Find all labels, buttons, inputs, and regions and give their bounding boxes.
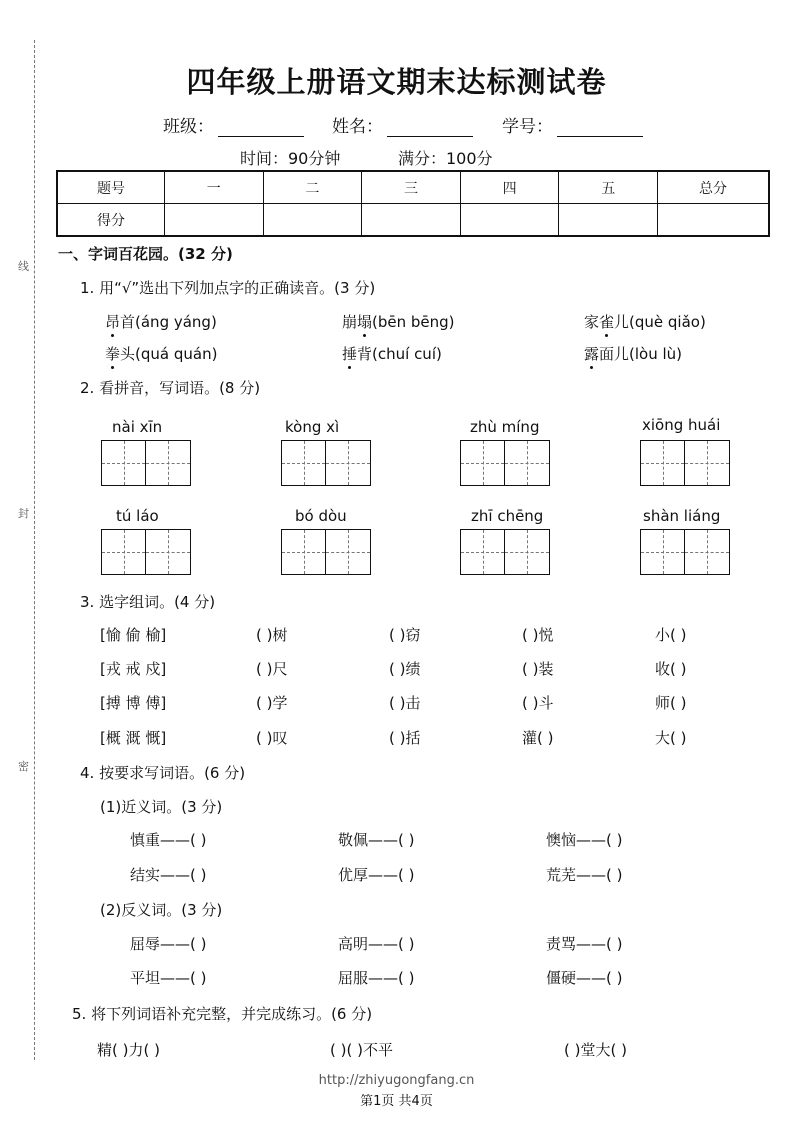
writing-grid[interactable]	[281, 440, 371, 486]
score-header-row	[57, 171, 769, 204]
pronunciation-item: 拳头(quá quán)	[105, 345, 218, 363]
word-blank[interactable]: 师( )	[655, 694, 687, 712]
pinyin-label: zhù míng	[470, 418, 540, 436]
antonym-item[interactable]: 屈服——( )	[338, 969, 415, 987]
word-blank[interactable]: ( )击	[389, 694, 421, 712]
table-cell: 五	[559, 171, 658, 204]
side-label-xian: 线	[18, 260, 29, 273]
question-3: 3. 选字组词。(4 分)	[80, 593, 216, 611]
synonym-item[interactable]: 懊恼——( )	[546, 831, 623, 849]
pronunciation-item: 家雀儿(què qiǎo)	[584, 313, 706, 331]
idiom-blank[interactable]: ( )( )不平	[330, 1041, 393, 1059]
antonym-item[interactable]: 平坦——( )	[130, 969, 207, 987]
word-blank[interactable]: 灌( )	[522, 729, 554, 747]
pinyin-label: tú láo	[116, 507, 159, 525]
char-choice: [愉 偷 榆]	[100, 626, 167, 644]
score-table	[56, 170, 770, 237]
name-field: 姓名：	[332, 112, 473, 137]
word-blank[interactable]: 大( )	[655, 729, 687, 747]
table-cell: 题号	[57, 171, 165, 204]
class-field: 班级：	[163, 112, 304, 137]
writing-grid[interactable]	[460, 529, 550, 575]
student-id-field: 学号：	[502, 112, 643, 137]
synonym-item[interactable]: 荒芜——( )	[546, 866, 623, 884]
table-cell: 总分	[658, 171, 770, 204]
table-cell: 一	[165, 171, 264, 204]
pinyin-label: kòng xì	[285, 418, 340, 436]
synonym-item[interactable]: 结实——( )	[130, 866, 207, 884]
side-label-feng: 封	[18, 507, 29, 520]
antonym-item[interactable]: 责骂——( )	[546, 935, 623, 953]
question-5: 5. 将下列词语补充完整，并完成练习。(6 分)	[72, 1005, 373, 1023]
word-blank[interactable]: ( )斗	[522, 694, 554, 712]
char-choice: [搏 博 傅]	[100, 694, 167, 712]
antonym-item[interactable]: 屈辱——( )	[130, 935, 207, 953]
word-blank[interactable]: ( )括	[389, 729, 421, 747]
table-cell: 二	[263, 171, 362, 204]
writing-grid[interactable]	[640, 529, 730, 575]
pinyin-label: xiōng huái	[642, 416, 721, 434]
word-blank[interactable]: ( )叹	[256, 729, 288, 747]
pronunciation-item: 昂首(áng yáng)	[105, 313, 217, 331]
idiom-blank[interactable]: 精( )力( )	[97, 1041, 160, 1059]
score-blank	[165, 204, 264, 237]
table-cell: 四	[460, 171, 559, 204]
word-blank[interactable]: ( )学	[256, 694, 288, 712]
char-choice: [戎 戒 戍]	[100, 660, 167, 678]
pinyin-label: zhī chēng	[471, 507, 544, 525]
page-title: 四年级上册语文期末达标测试卷	[186, 65, 607, 99]
word-blank[interactable]: 小( )	[655, 626, 687, 644]
writing-grid[interactable]	[640, 440, 730, 486]
pinyin-label: bó dòu	[295, 507, 347, 525]
section-heading: 一、字词百花园。(32 分)	[58, 245, 233, 263]
question-2: 2. 看拼音，写词语。(8 分)	[80, 379, 261, 397]
question-1: 1. 用“√”选出下列加点字的正确读音。(3 分)	[80, 279, 376, 297]
score-blank	[559, 204, 658, 237]
question-4: 4. 按要求写词语。(6 分)	[80, 764, 246, 782]
writing-grid[interactable]	[101, 440, 191, 486]
idiom-blank[interactable]: ( )堂大( )	[564, 1041, 627, 1059]
pronunciation-item: 崩塌(bēn bēng)	[342, 313, 455, 331]
page-number: 第1页 共4页	[360, 1094, 433, 1109]
score-blank	[460, 204, 559, 237]
word-blank[interactable]: ( )尺	[256, 660, 288, 678]
pronunciation-item: 捶背(chuí cuí)	[342, 345, 442, 363]
side-label-mi: 密	[18, 760, 29, 773]
word-blank[interactable]: ( )窃	[389, 626, 421, 644]
pronunciation-item: 露面儿(lòu lù)	[584, 345, 683, 363]
score-blank	[658, 204, 770, 237]
score-blank	[362, 204, 461, 237]
word-blank[interactable]: ( )装	[522, 660, 554, 678]
footer-url: http://zhiyugongfang.cn	[318, 1073, 475, 1088]
word-blank[interactable]: ( )绩	[389, 660, 421, 678]
writing-grid[interactable]	[281, 529, 371, 575]
table-cell: 三	[362, 171, 461, 204]
antonym-subheading: (2)反义词。(3 分)	[100, 901, 223, 919]
synonym-item[interactable]: 慎重——( )	[130, 831, 207, 849]
synonym-item[interactable]: 优厚——( )	[338, 866, 415, 884]
pinyin-label: nài xīn	[112, 418, 163, 436]
score-value-row	[57, 204, 769, 237]
word-blank[interactable]: ( )树	[256, 626, 288, 644]
synonym-item[interactable]: 敬佩——( )	[338, 831, 415, 849]
full-score: 满分：100分	[398, 149, 493, 168]
writing-grid[interactable]	[460, 440, 550, 486]
antonym-item[interactable]: 僵硬——( )	[546, 969, 623, 987]
writing-grid[interactable]	[101, 529, 191, 575]
word-blank[interactable]: ( )悦	[522, 626, 554, 644]
char-choice: [概 溉 慨]	[100, 729, 167, 747]
antonym-item[interactable]: 高明——( )	[338, 935, 415, 953]
table-cell: 得分	[57, 204, 165, 237]
word-blank[interactable]: 收( )	[655, 660, 687, 678]
pinyin-label: shàn liáng	[643, 507, 721, 525]
binding-line	[34, 40, 35, 1060]
time-limit: 时间：90分钟	[240, 149, 341, 168]
synonym-subheading: (1)近义词。(3 分)	[100, 798, 223, 816]
score-blank	[263, 204, 362, 237]
